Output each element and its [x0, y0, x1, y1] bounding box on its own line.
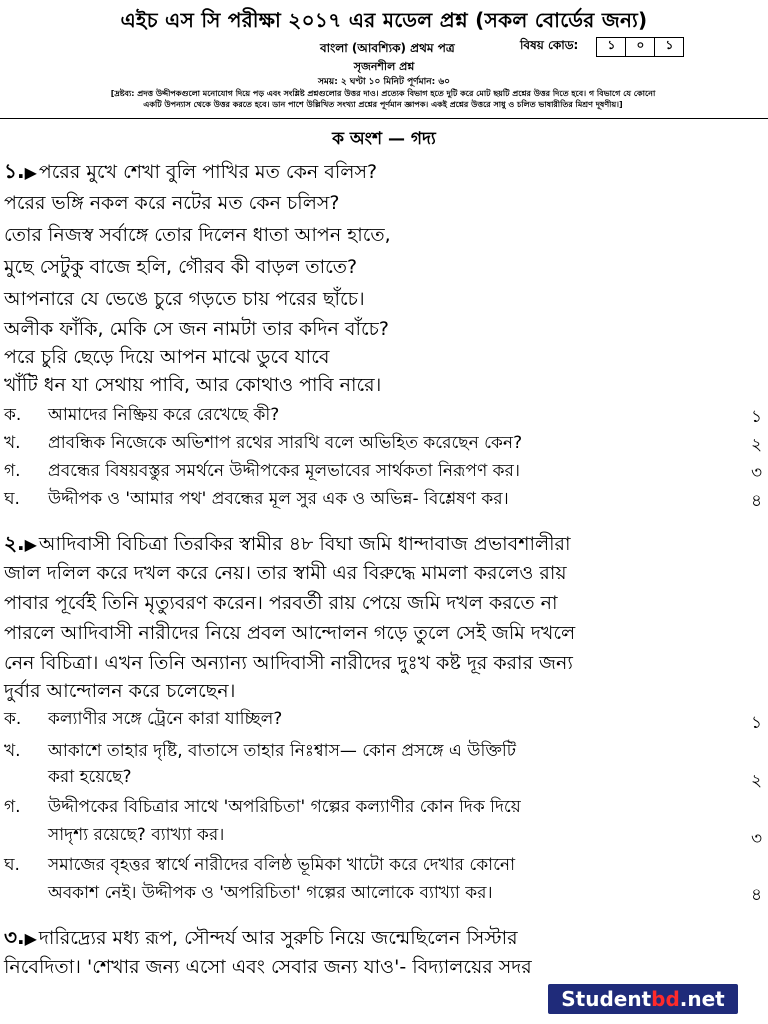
sub-text: প্রাবন্ধিক নিজেকে অভিশাপ রথের সারথি বলে অভিহিত করেছেন কেন?: [48, 433, 523, 453]
q2-sub-question-cont: [4, 880, 738, 906]
time-and-marks: সময়: ২ ঘণ্টা ১০ মিনিট পূর্ণমান: ৬০: [317, 77, 451, 87]
sub-mark: ৩: [750, 829, 762, 849]
q2-stem-line: আদিবাসী বিচিত্রা তিরকির স্বামীর ৪৮ বিঘা জমি ধান্দাবাজ প্রভাবশালীরা: [38, 533, 571, 555]
q1-stem-line: পরের মুখে শেখা বুলি পাখির মত কেন বলিস?: [38, 161, 378, 183]
arrow-icon: ▶: [24, 163, 37, 182]
q2-sub-question: [4, 706, 738, 732]
sub-mark: ৪: [750, 885, 762, 905]
q2-stem-line: পাবার পূর্বেই তিনি মৃত্যুবরণ করেন। পরবর্তী রায় পেয়ে জমি দখল করতে না: [4, 592, 558, 614]
question-number: ২.: [4, 531, 25, 555]
logo-text: .net: [679, 987, 725, 1011]
sub-mark: ২: [750, 771, 762, 791]
sub-label: ক.: [4, 405, 22, 425]
sub-label: খ.: [4, 433, 21, 453]
q1-line: [4, 158, 377, 186]
sub-text: প্রবন্ধের বিষয়বস্তুর সমর্থনে উদ্দীপকের মূলভাবের সার্থকতা নিরূপণ কর।: [48, 461, 520, 481]
sub-text: আমাদের নিষ্ক্রিয় করে রেখেছে কী?: [48, 405, 280, 425]
q1-stem-line: খাঁটি ধন যা সেথায় পাবি, আর কোথাও পাবি নারে।: [4, 374, 382, 396]
q1-stem-line: পরের ভঙ্গি নকল করে নটের মত কেন চলিস?: [4, 192, 340, 214]
q2-sub-question: [4, 852, 738, 878]
q1-stem-line: মুছে সেটুকু বাজে হলি, গৌরব কী বাড়ল তাতে?: [4, 256, 358, 278]
q3-stem-line: নিবেদিতা। 'শেখার জন্য এসো এবং সেবার জন্য যাও'- বিদ্যালয়ের সদর: [4, 956, 532, 978]
q3-line: [4, 924, 518, 952]
arrow-icon: ▶: [24, 535, 37, 554]
question-type: সৃজনশীল প্রশ্ন: [353, 60, 415, 73]
q1-sub-question: [4, 486, 738, 512]
sub-text: আকাশে তাহার দৃষ্টি, বাতাসে তাহার নিঃশ্বাস— কোন প্রসঙ্গে এ উক্তিটি: [48, 741, 517, 761]
sub-text: উদ্দীপকের বিচিত্রার সাথে 'অপরিচিতা' গল্পের কল্যাণীর কোন দিক দিয়ে: [48, 797, 521, 817]
q2-line: [4, 530, 571, 558]
logo-text-highlight: bd: [651, 987, 680, 1011]
q1-stem-line: আপনারে যে ভেঙে চুরে গড়তে চায় পরের ছাঁচে।: [4, 288, 365, 310]
sub-mark: ১: [750, 407, 762, 427]
sub-label: ঘ.: [4, 489, 20, 509]
q1-stem-line: তোর নিজস্ব সর্বাঙ্গে তোর দিলেন ধাতা আপন হাতে,: [4, 224, 391, 246]
sub-text: অবকাশ নেই। উদ্দীপক ও 'অপরিচিতা' গল্পের আলোকে ব্যাখ্যা কর।: [48, 883, 493, 903]
sub-text: সমাজের বৃহত্তর স্বার্থে নারীদের বলিষ্ঠ ভূমিকা খাটো করে দেখার কোনো: [48, 855, 516, 875]
q2-sub-question-cont: [4, 822, 738, 848]
sub-mark: ১: [750, 713, 762, 733]
q1-sub-question: [4, 430, 738, 456]
code-digit: ০: [625, 38, 654, 56]
subject-name: বাংলা (আবশ্যিক) প্রথম পত্র: [320, 41, 455, 55]
exam-title: এইচ এস সি পরীক্ষা ২০১৭ এর মডেল প্রশ্ন (সকল বোর্ডের জন্য): [120, 8, 648, 32]
instructions-line: একটি উপন্যাস থেকে উত্তর করতে হবে। ডান পাশে উল্লিখিত সংখ্যা প্রশ্নের পূর্ণমান জ্ঞাপক। একই প্রশ্নের উত্তরে সাধু ও চলিত ভাষারীতির মিশ্রণ দূষণীয়।]: [143, 100, 623, 109]
subject-code-boxes: [596, 37, 684, 57]
sub-text: করা হয়েছে?: [48, 767, 132, 787]
sub-label: গ.: [4, 461, 21, 481]
sub-text: উদ্দীপক ও 'আমার পথ' প্রবন্ধের মূল সুর এক ও অভিন্ন- বিশ্লেষণ কর।: [48, 489, 509, 509]
q1-sub-question: [4, 458, 738, 484]
sub-label: ঘ.: [4, 855, 20, 875]
subject-code-label: বিষয় কোড:: [520, 38, 579, 52]
studentbd-logo: [548, 984, 738, 1014]
code-digit: ১: [607, 38, 616, 52]
question-number: ১.: [4, 159, 25, 183]
sub-mark: ২: [750, 435, 762, 455]
code-digit: ১: [654, 38, 683, 56]
q2-stem-line: দুর্বার আন্দোলন করে চলেছেন।: [4, 680, 236, 702]
sub-mark: ৪: [750, 491, 762, 511]
q2-sub-question-cont: [4, 764, 738, 790]
divider: [0, 118, 768, 119]
section-title: ক অংশ — গদ্য: [332, 129, 436, 149]
sub-label: ক.: [4, 709, 22, 729]
arrow-icon: ▶: [24, 929, 37, 948]
q2-stem-line: পারলে আদিবাসী নারীদের নিয়ে প্রবল আন্দোলন গড়ে তুলে সেই জমি দখলে: [4, 622, 576, 644]
q1-sub-question: [4, 402, 738, 428]
q1-stem-line: অলীক ফাঁকি, মেকি সে জন নামটা তার কদিন বাঁচে?: [4, 318, 389, 340]
sub-label: গ.: [4, 797, 21, 817]
q2-sub-question: [4, 794, 738, 820]
logo-text: Student: [561, 987, 652, 1011]
question-number: ৩.: [4, 925, 25, 949]
q2-stem-line: জাল দলিল করে দখল করে নেয়। তার স্বামী এর বিরুদ্ধে মামলা করলেও রায়: [4, 562, 567, 584]
instructions: [4, 88, 762, 110]
sub-mark: ৩: [750, 463, 762, 483]
subject-code: [520, 37, 684, 57]
q3-stem-line: দারিদ্র্যের মধ্য রূপ, সৌন্দর্য আর সুরুচি নিয়ে জন্মেছিলেন সিস্টার: [38, 927, 518, 949]
instructions-line: [দ্রষ্টব্য: প্রদত্ত উদ্দীপকগুলো মনোযোগ দিয়ে পড় এবং সংশ্লিষ্ট প্রশ্নগুলোর উত্তর দাও। প্রত্যেক বিভাগ হতে দুটি করে মোট ছয়টি প্রশ্নের উত্তর দিতে হবে। গ বিভাগে যে কোনো: [110, 89, 656, 98]
q1-stem-line: পরে চুরি ছেড়ে দিয়ে আপন মাঝে ডুবে যাবে: [4, 346, 330, 368]
sub-text: সাদৃশ্য রয়েছে? ব্যাখ্যা কর।: [48, 825, 225, 845]
q2-stem-line: নেন বিচিত্রা। এখন তিনি অন্যান্য আদিবাসী নারীদের দুঃখ কষ্ট দূর করার জন্য: [4, 652, 573, 674]
q2-sub-question: [4, 738, 738, 764]
sub-text: কল্যাণীর সঙ্গে ট্রেনে কারা যাচ্ছিল?: [48, 709, 283, 729]
sub-label: খ.: [4, 741, 21, 761]
